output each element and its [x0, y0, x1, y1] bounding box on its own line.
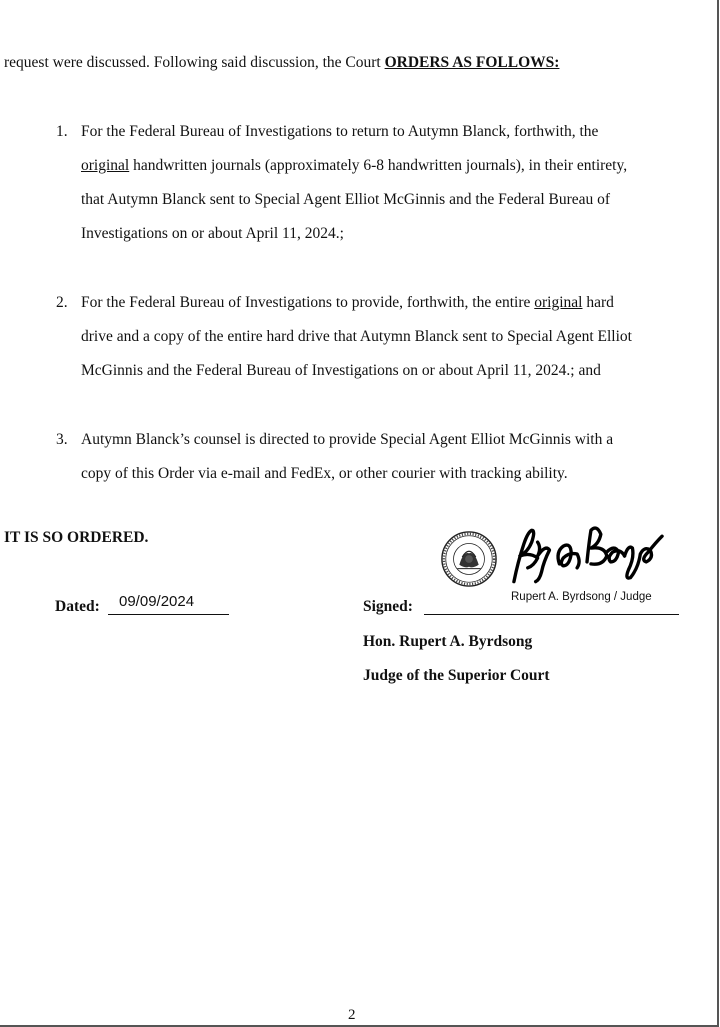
order-line: For the Federal Bureau of Investigations to return to Autymn Blanck, forthwith, the — [81, 123, 599, 140]
judge-title: Judge of the Superior Court — [363, 667, 550, 684]
signature-underline — [424, 614, 679, 615]
order-line: original handwritten journals (approximately 6-8 handwritten journals), in their entirety, — [81, 157, 628, 174]
underlined-word: original — [81, 157, 130, 174]
order-line: For the Federal Bureau of Investigations to provide, forthwith, the entire original hard — [81, 294, 614, 311]
handwritten-signature — [508, 522, 666, 588]
so-ordered-heading: IT IS SO ORDERED. — [4, 529, 149, 546]
court-seal-icon — [440, 530, 498, 588]
order-line: copy of this Order via e-mail and FedEx, or other courier with tracking ability. — [81, 465, 568, 482]
order-line: McGinnis and the Federal Bureau of Investigations on or about April 11, 2024.; and — [81, 362, 601, 379]
order-line: drive and a copy of the entire hard drive that Autymn Blanck sent to Special Agent Elliot — [81, 328, 632, 345]
signed-label: Signed: — [363, 598, 413, 615]
underlined-word: original — [534, 294, 583, 311]
intro-text: request were discussed. Following said discussion, the Court — [4, 54, 385, 71]
order-number: 1. — [56, 123, 68, 140]
order-number: 3. — [56, 431, 68, 448]
order-number: 2. — [56, 294, 68, 311]
judge-name: Hon. Rupert A. Byrdsong — [363, 633, 533, 650]
orders-heading: ORDERS AS FOLLOWS: — [384, 54, 560, 71]
dated-underline — [108, 614, 229, 615]
order-line: that Autymn Blanck sent to Special Agent Elliot McGinnis and the Federal Bureau of — [81, 191, 611, 208]
page-number: 2 — [348, 1007, 356, 1023]
intro-paragraph — [4, 54, 559, 72]
dated-label: Dated: — [55, 598, 100, 615]
order-line: Autymn Blanck’s counsel is directed to provide Special Agent Elliot McGinnis with a — [81, 431, 614, 448]
order-line: Investigations on or about April 11, 2024.; — [81, 225, 344, 242]
signature-caption: Rupert A. Byrdsong / Judge — [511, 591, 652, 603]
dated-value[interactable]: 09/09/2024 — [119, 593, 195, 610]
